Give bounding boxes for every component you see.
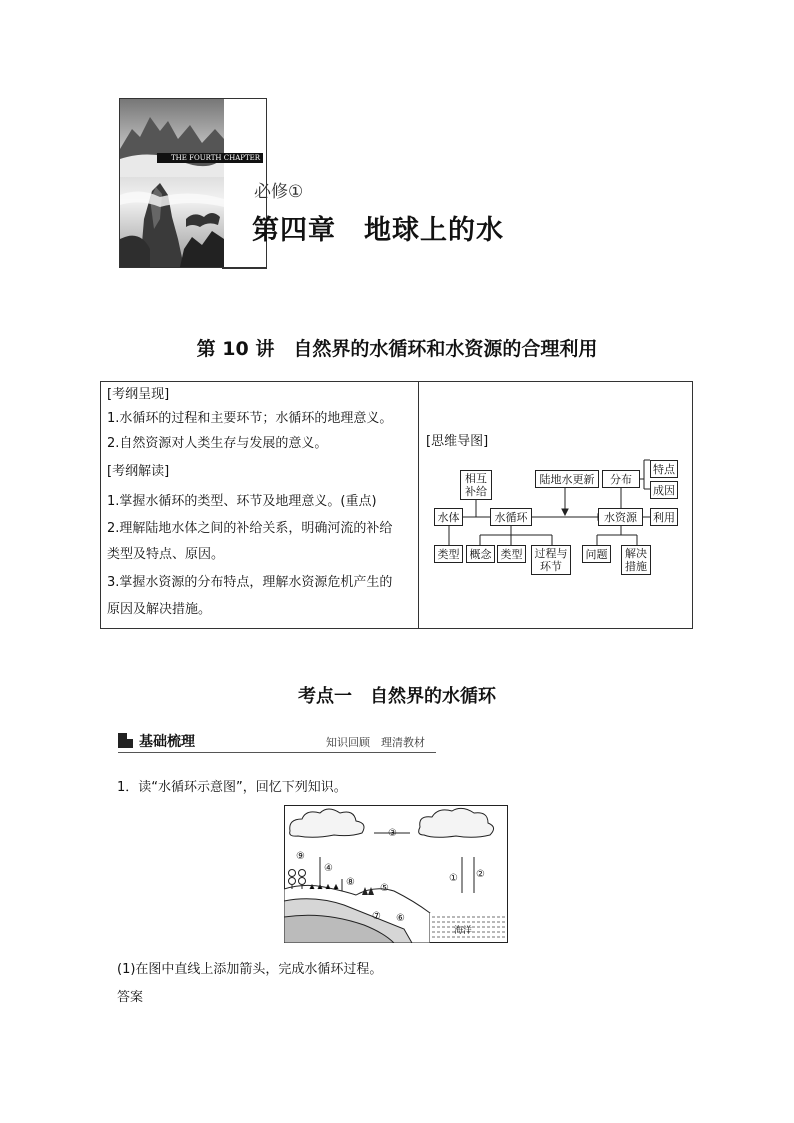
outline-heading-interpretation: [考纲解读] bbox=[107, 464, 170, 479]
mindmap-box-mutual: 相互补给 bbox=[460, 470, 492, 500]
mindmap-box-distribution: 分布 bbox=[602, 470, 640, 488]
mindmap-box-resources: 水资源 bbox=[598, 508, 643, 526]
answer-label: 答案 bbox=[117, 990, 144, 1005]
outline-line: 类型及特点、原因。 bbox=[107, 547, 225, 562]
section-square-icon-notch bbox=[127, 733, 133, 739]
mindmap-box-causes: 成因 bbox=[650, 481, 678, 499]
water-cycle-diagram bbox=[284, 805, 508, 943]
mindmap-label: [思维导图] bbox=[426, 434, 489, 449]
chapter-english-tag: THE FOURTH CHAPTER bbox=[157, 153, 263, 163]
outline-line: 2.自然资源对人类生存与发展的意义。 bbox=[107, 436, 328, 451]
mindmap-box-type: 类型 bbox=[497, 545, 526, 563]
outline-line: 原因及解决措施。 bbox=[107, 602, 212, 617]
mindmap-connectors bbox=[418, 381, 693, 629]
section-title: 基础梳理 bbox=[139, 734, 195, 750]
outline-heading-presentation: [考纲呈现] bbox=[107, 387, 170, 402]
label-4: ④ bbox=[324, 863, 333, 874]
outline-line: 1.掌握水循环的类型、环节及地理意义。(重点) bbox=[107, 494, 377, 509]
label-ocean: 海洋 bbox=[454, 926, 473, 936]
outline-line: 1.水循环的过程和主要环节；水循环的地理意义。 bbox=[107, 411, 393, 426]
mindmap-box-use: 利用 bbox=[650, 508, 678, 526]
label-2: ② bbox=[476, 869, 485, 880]
mindmap-box-waterbody: 水体 bbox=[434, 508, 463, 526]
volume-subtitle: 必修① bbox=[254, 182, 304, 202]
mindmap-box-process: 过程与环节 bbox=[531, 545, 571, 575]
mindmap-box-solution: 解决措施 bbox=[621, 545, 651, 575]
outline-line: 3.掌握水资源的分布特点，理解水资源危机产生的 bbox=[107, 575, 393, 590]
mindmap-box-problem: 问题 bbox=[582, 545, 611, 563]
label-1: ① bbox=[449, 873, 458, 884]
label-6: ⑥ bbox=[396, 913, 405, 924]
label-9: ⑨ bbox=[296, 851, 305, 862]
water-cycle-illustration bbox=[284, 805, 508, 943]
mindmap-box-renewal: 陆地水更新 bbox=[535, 470, 599, 488]
mindmap-box-type: 类型 bbox=[434, 545, 463, 563]
mindmap-box-features: 特点 bbox=[650, 460, 678, 478]
mindmap-box-concept: 概念 bbox=[466, 545, 495, 563]
chapter-title: 第四章 地球上的水 bbox=[252, 215, 504, 246]
mindmap-box-cycle: 水循环 bbox=[490, 508, 532, 526]
section-subtitle: 知识回顾 理清教材 bbox=[326, 736, 425, 749]
label-5: ⑤ bbox=[380, 883, 389, 894]
question-1: 1．读“水循环示意图”，回忆下列知识。 bbox=[117, 780, 347, 795]
topic-title: 考点一 自然界的水循环 bbox=[298, 686, 496, 707]
section-underline bbox=[118, 752, 436, 753]
question-1-part-1: (1)在图中直线上添加箭头，完成水循环过程。 bbox=[117, 962, 383, 977]
outline-line: 2.理解陆地水体之间的补给关系，明确河流的补给 bbox=[107, 521, 393, 536]
label-7: ⑦ bbox=[372, 911, 381, 922]
lecture-title: 第 10 讲 自然界的水循环和水资源的合理利用 bbox=[196, 338, 598, 360]
label-3: ③ bbox=[388, 828, 397, 839]
label-8: ⑧ bbox=[346, 877, 355, 888]
